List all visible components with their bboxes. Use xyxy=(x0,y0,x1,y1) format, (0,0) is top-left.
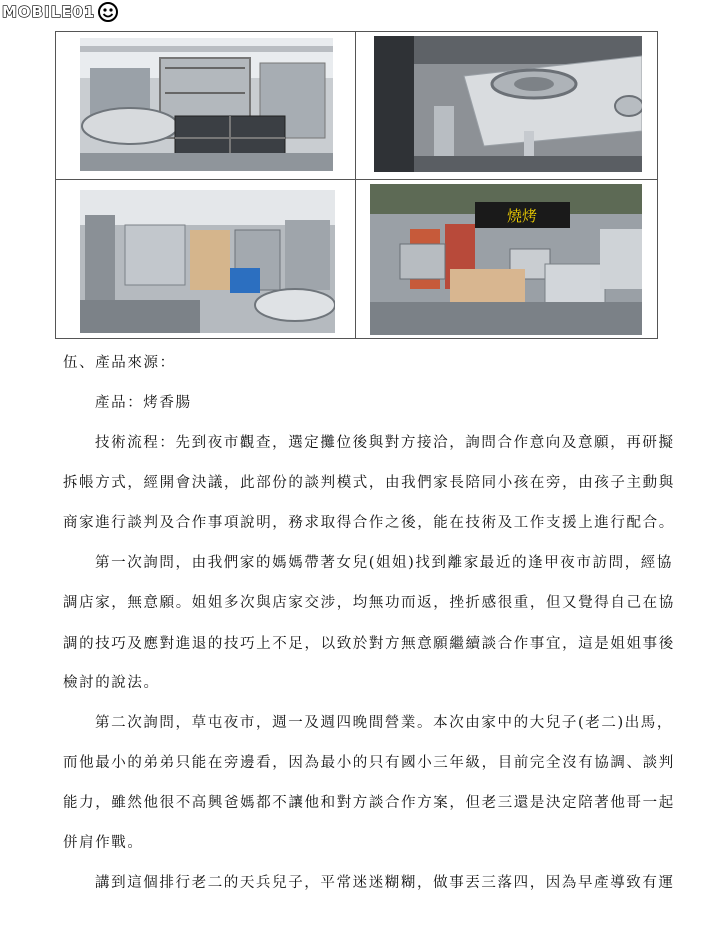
paragraph-line: 講到這個排行老二的天兵兒子，平常迷迷糊糊，做事丟三落四，因為早產導致有運 xyxy=(95,875,675,891)
smiley-icon xyxy=(97,1,119,23)
photo-stainless-fryer-equipment xyxy=(80,38,333,171)
mobile01-watermark-logo xyxy=(2,2,119,22)
photo-cell-top-left xyxy=(56,32,356,180)
paragraph-line: 檢討的說法。 xyxy=(63,675,160,691)
equipment-photo-table xyxy=(55,31,658,339)
paragraph-line: 商家進行談判及合作事項說明，務求取得合作之後，能在技術及工作支援上進行配合。 xyxy=(63,515,675,531)
paragraph-line: 技術流程：先到夜市觀查，選定攤位後與對方接洽，詢問合作意向及意願，再研擬 xyxy=(95,435,675,451)
photo-wok-burner-stove xyxy=(374,36,642,172)
photo-cell-bottom-right xyxy=(356,180,657,338)
paragraph-line: 調的技巧及應對進退的技巧上不足，以致於對方無意願繼續談合作事宜，這是姐姐事後 xyxy=(63,636,675,652)
logo-text: MOBILE01 xyxy=(2,3,96,21)
paragraph-line: 第一次詢問，由我們家的媽媽帶著女兒(姐姐)找到離家最近的逢甲夜市訪問，經協 xyxy=(95,555,674,571)
paragraph-line: 拆帳方式，經開會決議，此部份的談判模式，由我們家長陪同小孩在旁，由孩子主動與 xyxy=(63,475,675,491)
sign-text: 燒烤 xyxy=(506,207,538,225)
section-heading: 伍、產品來源： xyxy=(63,355,176,371)
paragraph-line: 第二次詢問，草屯夜市，週一及週四晚間營業。本次由家中的大兒子(老二)出馬， xyxy=(95,715,674,731)
paragraph-line: 調店家，無意願。姐姐多次與店家交涉，均無功而返，挫折感很重，但又覺得自己在協 xyxy=(63,595,675,611)
product-line: 產品：烤香腸 xyxy=(95,395,192,411)
photo-cell-bottom-left xyxy=(56,180,356,338)
photo-kitchen-equipment-store xyxy=(80,190,335,333)
photo-cell-top-right xyxy=(356,32,657,180)
paragraph-line: 而他最小的弟弟只能在旁邊看，因為最小的只有國小三年級，目前完全沒有協調、談判 xyxy=(63,755,675,771)
paragraph-line: 能力，雖然他很不高興爸媽都不讓他和對方談合作方案，但老三還是決定陪著他哥一起 xyxy=(63,795,675,811)
photo-grill-display-booth xyxy=(370,184,642,335)
paragraph-line: 併肩作戰。 xyxy=(63,835,144,851)
